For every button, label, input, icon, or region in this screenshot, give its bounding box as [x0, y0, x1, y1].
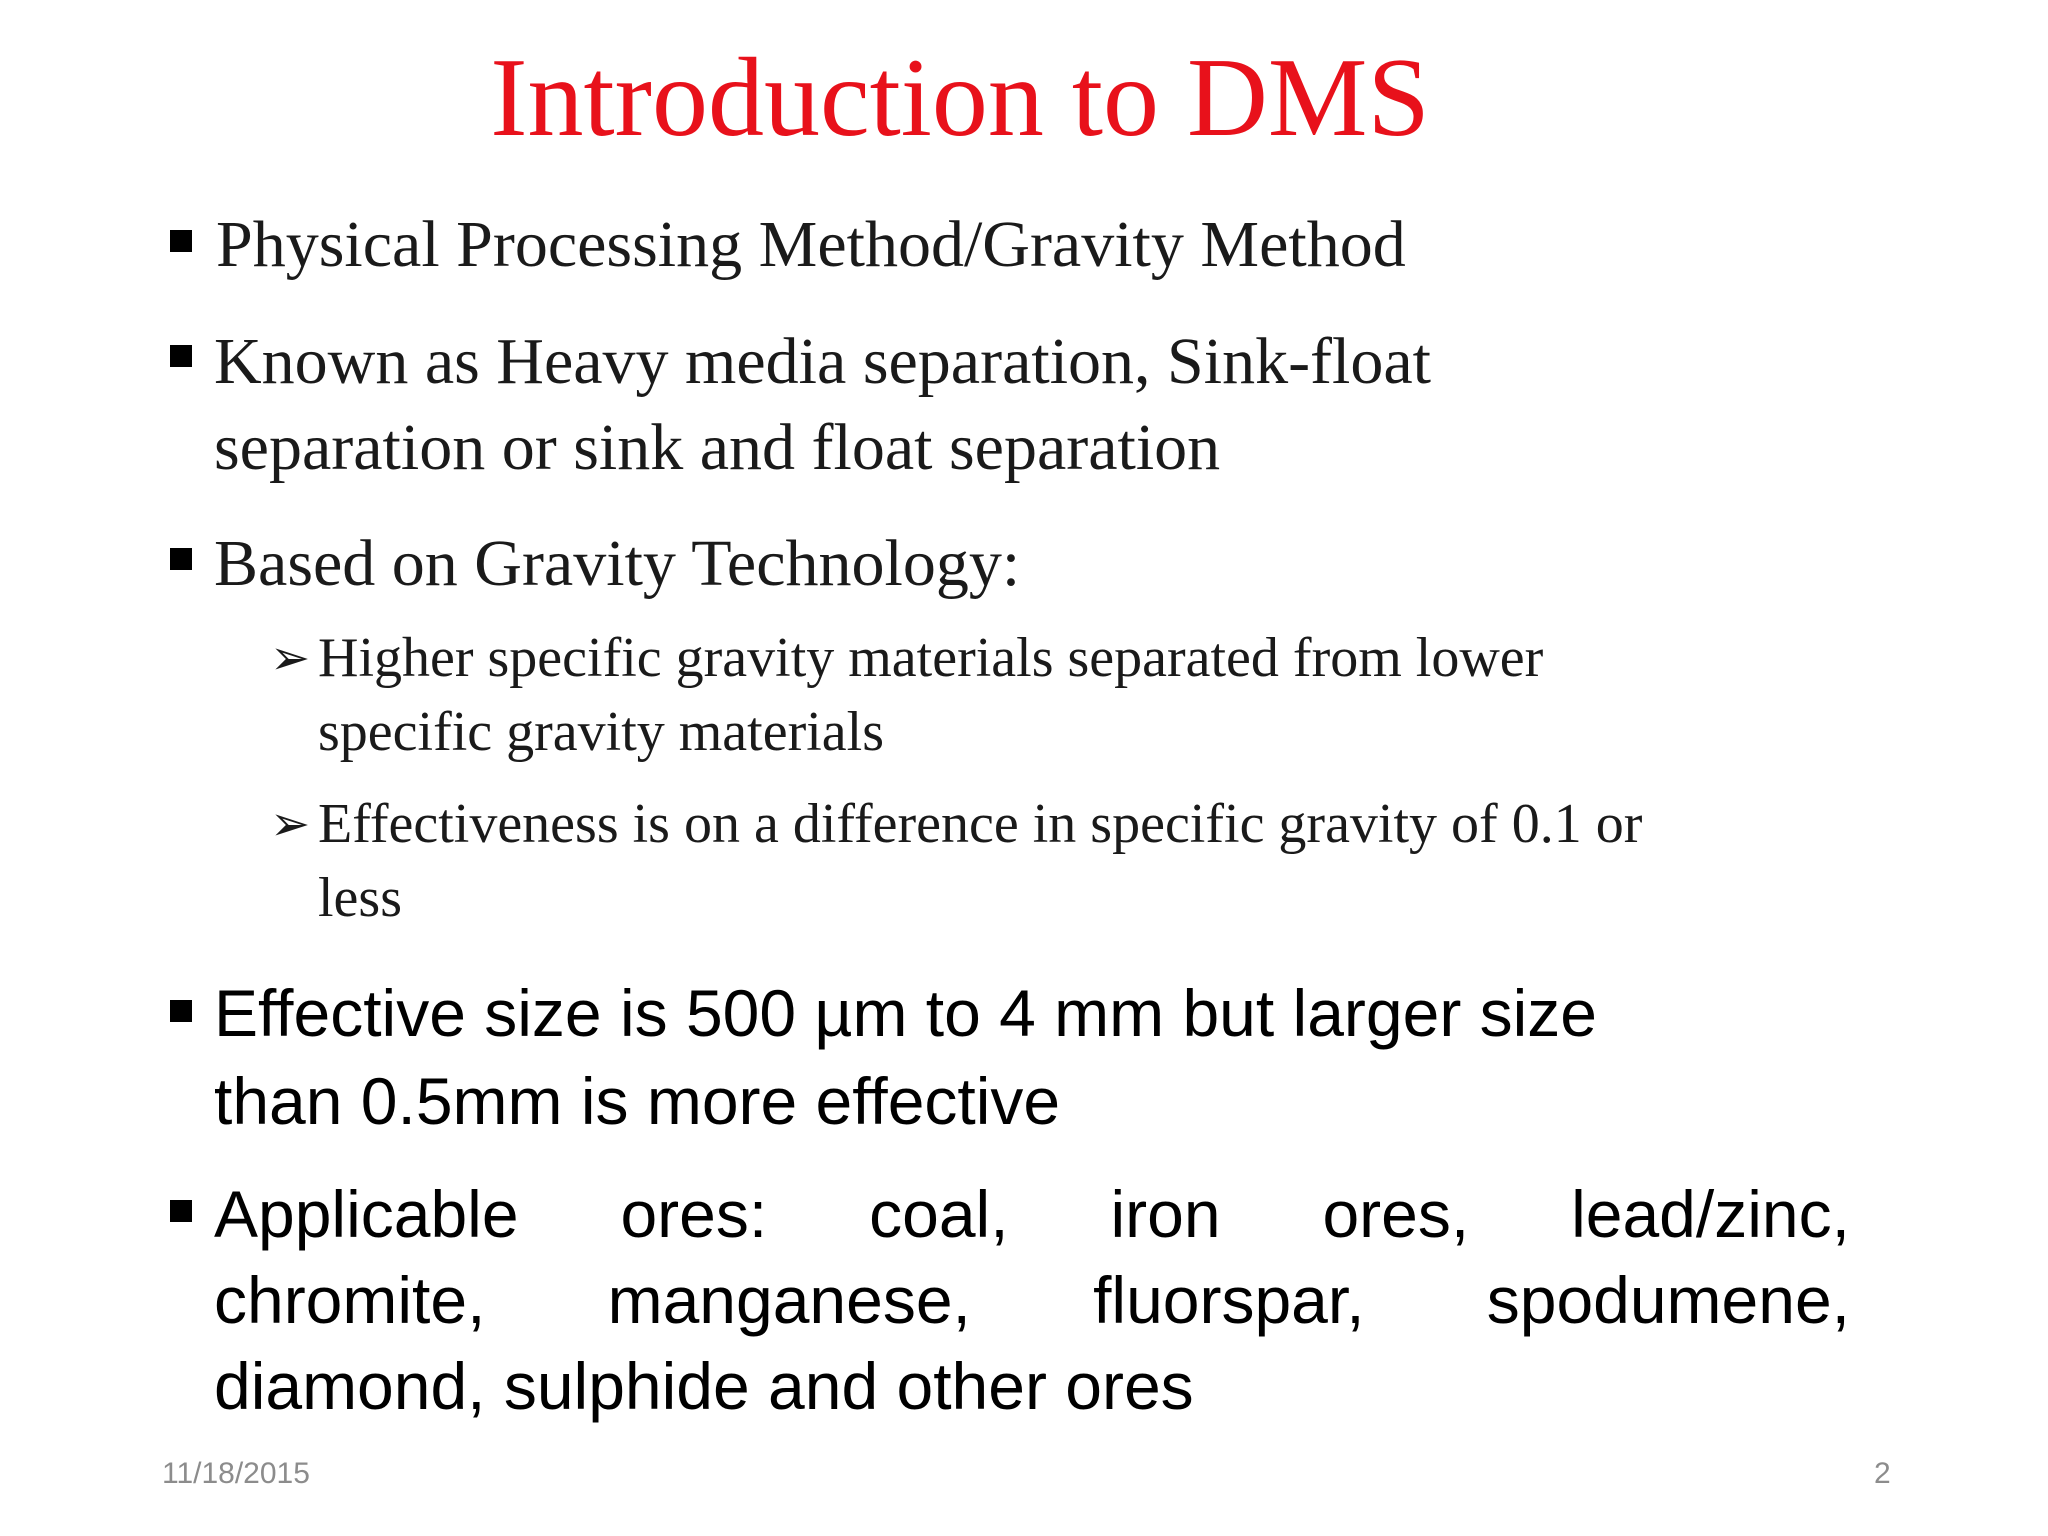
bullet-text-line: Known as Heavy media separation, Sink-float: [214, 325, 1432, 398]
word: spodumene,: [1486, 1263, 1850, 1337]
bullet-text-line: than 0.5mm is more effective: [214, 1064, 1061, 1138]
word: lead/zinc,: [1571, 1177, 1850, 1251]
word: ores:: [620, 1177, 768, 1251]
square-bullet-icon: [170, 345, 192, 367]
footer-page-number: 2: [1874, 1457, 1891, 1490]
arrowhead-bullet-icon: ➢: [270, 796, 311, 852]
square-bullet-icon: [170, 1000, 192, 1022]
sub-bullet-text-line: Higher specific gravity materials separated from lower: [318, 627, 1544, 689]
bullet-text-line: [214, 1258, 1850, 1342]
bullet-text-line: Effective size is 500 µm to 4 mm but larger size: [214, 976, 1598, 1050]
word: chromite,: [214, 1263, 486, 1337]
bullet-text-line: separation or sink and float separation: [214, 411, 1221, 484]
word: iron: [1110, 1177, 1221, 1251]
word: manganese,: [607, 1263, 971, 1337]
word: fluorspar,: [1093, 1263, 1365, 1337]
slide-title: Introduction to DMS: [490, 36, 1430, 160]
word: ores,: [1322, 1177, 1470, 1251]
sub-bullet-text-line: specific gravity materials: [318, 701, 884, 763]
square-bullet-icon: [170, 1200, 192, 1222]
footer-date: 11/18/2015: [162, 1457, 310, 1490]
square-bullet-icon: [170, 548, 192, 570]
bullet-text: Physical Processing Method/Gravity Method: [216, 208, 1406, 281]
sub-bullet-text-line: Effectiveness is on a difference in specific gravity of 0.1 or: [318, 793, 1643, 855]
bullet-text: Based on Gravity Technology:: [214, 527, 1021, 600]
bullet-text-line: [214, 1172, 1850, 1256]
arrowhead-bullet-icon: ➢: [270, 630, 311, 686]
square-bullet-icon: [170, 230, 192, 252]
word: coal,: [869, 1177, 1009, 1251]
word: Applicable: [214, 1177, 519, 1251]
bullet-text-line: diamond, sulphide and other ores: [214, 1349, 1194, 1423]
sub-bullet-text-line: less: [318, 867, 402, 929]
